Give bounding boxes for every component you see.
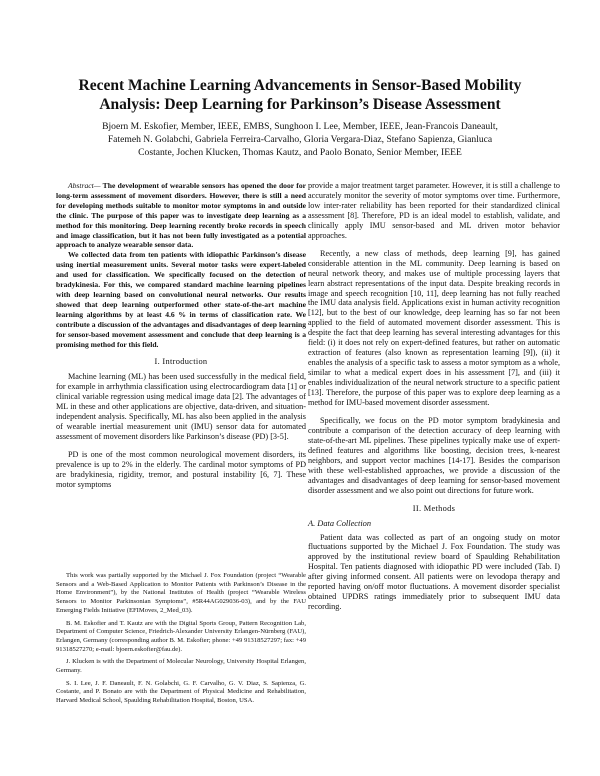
- body-paragraph: Machine learning (ML) has been used successfully in the medical field, for example in arrhythmia classification using electrocardiogram data [1] or clinical variable regression using medical image data [2]. The advantages of ML in these and other applications are objective, data-driven, and situation-independent analysis. Specifically, ML has also been applied in the analysis of wearable inertial measurement unit (IMU) sensor data for automated assessment of movement disorders like Parkinson’s disease (PD) [3-5].: [56, 372, 306, 442]
- footnote: This work was partially supported by the Michael J. Fox Foundation (project “Wearable Sensors and a Web-Based Application to Monitor Patients with Parkinson’s Disease in the Home Environment”), by the National Institutes of Health (project “Wearable Wireless Sensors to Monitor Parkinsonian Symptoms”, #5R44AG029036-03), and by the FAU Emerging Fields Initiative (EFIMoves, 2_Med_03).: [56, 572, 306, 614]
- footnotes: [56, 572, 306, 710]
- title-line: Recent Machine Learning Advancements in Sensor-Based Mobility: [78, 77, 522, 94]
- abstract-text: The development of wearable sensors has opened the door for long-term assessment of movement disorders. However, there is still a need for developing methods suitable to monitor motor symptoms in and outside the clinic. The purpose of this paper was to investigate deep learning as a method for this monitoring. Deep learning recently broke records in speech and image classification, but it has not been fully investigated as a potential approach to analyze wearable sensor data.: [56, 181, 306, 250]
- paper-title: [40, 76, 560, 114]
- abstract-paragraph: [56, 181, 306, 250]
- author-line: Bjoern M. Eskofier, Member, IEEE, EMBS, Sunghoon I. Lee, Member, IEEE, Jean-Francois Daneault,: [102, 121, 498, 132]
- left-column: [56, 181, 306, 490]
- author-list: [40, 120, 560, 159]
- body-paragraph: PD is one of the most common neurological movement disorders, its prevalence is up to 2% in the elderly. The cardinal motor symptoms of PD are bradykinesia, rigidity, tremor, and postural instability [6, 7]. These motor symptoms: [56, 450, 306, 489]
- footnote: B. M. Eskofier and T. Kautz are with the Digital Sports Group, Pattern Recognition Lab, Department of Computer Science, Friedrich-Alexander University Erlangen-Nürnberg (FAU), Erlangen, Germany (corresponding author B. M. Eskofier; phone: +49 91318527297; fax: +49 91318527270; e-mail: bjoern.eskofier@fau.de).: [56, 619, 306, 653]
- footnote: S. I. Lee, J. F. Daneault, F. N. Golabchi, G. F. Carvalho, G. V. Diaz, S. Sapienza, G. Costante, and P. Bonato are with the Department of Physical Medicine and Rehabilitation, Harvard Medical School, Spaulding Rehabilitation Hospital, Boston, USA.: [56, 679, 306, 705]
- body-paragraph: Specifically, we focus on the PD motor symptom bradykinesia and contribute a comparison of the detection accuracy of deep learning with state-of-the-art ML pipelines. These pipelines typically make use of expert-defined features and algorithms like boosting, decision trees, k-nearest neighbors, and support vector machines [14-17]. Besides the comparison with these well-established approaches, we provide a discussion of the advantages and disadvantages of deep learning for sensor-based movement disorder assessment and we also point out directions for future work.: [308, 415, 560, 495]
- abstract-paragraph: We collected data from ten patients with idiopathic Parkinson’s disease using inertial measurement units. Several motor tasks were expert-labeled and used for classification. We specifically focused on the detection of bradykinesia. For this, we compared standard machine learning pipelines with deep learning based on convolutional neural networks. Our results showed that deep learning outperformed other state-of-the-art machine learning algorithms by at least 4.6 % in terms of classification rate. We contribute a discussion of the advantages and disadvantages of deep learning for sensor-based movement assessment and conclude that deep learning is a promising method for this field.: [56, 250, 306, 349]
- body-paragraph: Patient data was collected as part of an ongoing study on motor fluctuations supported by the Michael J. Fox Foundation. The study was approved by the institutional review board of Spaulding Rehabilitation Hospital. Ten patients diagnosed with idiopathic PD were included (Tab. I) after giving informed consent. All patients were on levodopa therapy and reported having on/off motor fluctuations. A movement disorder specialist obtained UPDRS ratings immediately prior to subsequent IMU data recording.: [308, 532, 560, 612]
- abstract-label: Abstract—: [68, 181, 101, 190]
- footnote: J. Klucken is with the Department of Molecular Neurology, University Hospital Erlangen, Germany.: [56, 658, 306, 675]
- title-line: Analysis: Deep Learning for Parkinson’s Disease Assessment: [99, 96, 501, 113]
- author-line: Costante, Jochen Klucken, Thomas Kautz, and Paolo Bonato, Senior Member, IEEE: [138, 147, 462, 158]
- right-column: [308, 181, 560, 612]
- body-paragraph: Recently, a new class of methods, deep learning [9], has gained considerable attention in the ML community. Deep learning is based on neural network theory, and makes use of multiple processing layers that learn abstract representations of the input data. Despite breaking records in image and speech recognition [10, 11], deep learning has not fully reached the IMU data analysis field. Applications exist in human activity recognition [12], but to the best of our knowledge, deep learning has so far not been applied to the field of automated movement disorder assessment. This is despite the fact that deep learning has several interesting advantages for this field: (i) it does not rely on expert-defined features, but rather on automatic extraction of features (also known as representation learning [9]), (ii) it enables the analysis of a specific task to assess a motor symptom as a whole, similar to what a medical expert does in his assessment [7], and (iii) it enables individualization of the neural network structure to a specific patient [13]. Therefore, the purpose of this paper was to explore deep learning as a method for IMU-based movement disorder assessment.: [308, 248, 560, 408]
- section-heading: I. Introduction: [154, 357, 208, 367]
- author-line: Fatemeh N. Golabchi, Gabriela Ferreira-Carvalho, Gloria Vergara-Diaz, Stefano Sapienza, Gianluca: [107, 134, 493, 145]
- subsection-heading: A. Data Collection: [308, 518, 372, 528]
- body-paragraph: provide a major treatment target parameter. However, it is still a challenge to accurately monitor the severity of motor symptoms over time. Furthermore, low inter-rater reliability has been reported for their standardized clinical assessment [8]. Therefore, PD is an ideal model to establish, validate, and clinically apply IMU sensor-based and ML driven motor behavior approaches.: [308, 181, 560, 240]
- section-heading: II. Methods: [412, 503, 456, 513]
